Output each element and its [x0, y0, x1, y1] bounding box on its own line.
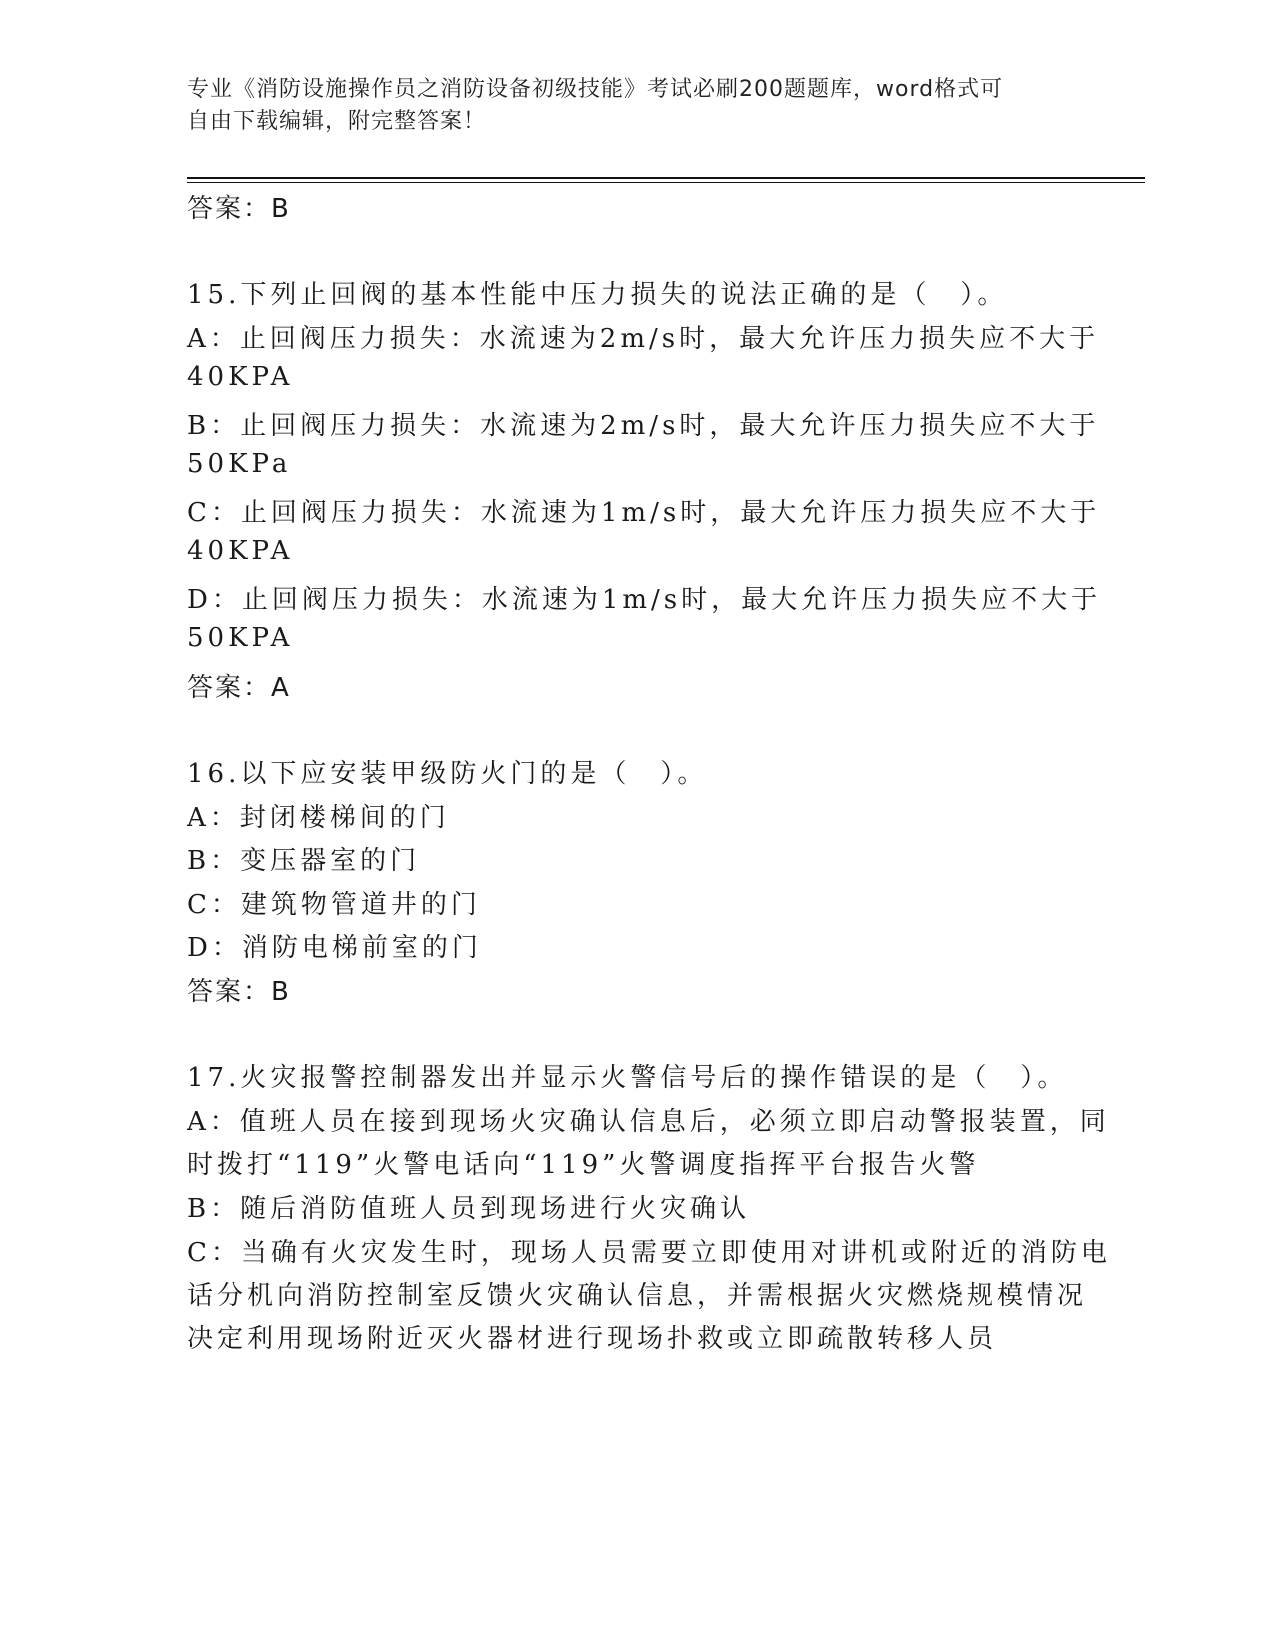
option-line: 50KPA: [187, 623, 294, 653]
option-line: C：建筑物管道井的门: [187, 890, 481, 920]
header-line-2: 自由下载编辑，附完整答案！: [187, 109, 487, 134]
header-line-1: 专业《消防设施操作员之消防设备初级技能》考试必刷200题题库，word格式可: [187, 77, 1004, 102]
option-line: 40KPA: [187, 536, 294, 566]
option-line: C：当确有火灾发生时，现场人员需要立即使用对讲机或附近的消防电: [187, 1238, 1111, 1268]
option-line: C：止回阀压力损失：水流速为1m/s时，最大允许压力损失应不大于: [187, 498, 1101, 528]
option-line: 时拨打“119”火警电话向“119”火警调度指挥平台报告火警: [187, 1150, 980, 1180]
option-line: B：止回阀压力损失：水流速为2m/s时，最大允许压力损失应不大于: [187, 411, 1100, 441]
option-line: A：封闭楼梯间的门: [187, 803, 450, 833]
answer-line: 答案：B: [187, 194, 291, 224]
option-line: A：止回阀压力损失：水流速为2m/s时，最大允许压力损失应不大于: [187, 324, 1100, 354]
question-stem: 17.火灾报警控制器发出并显示火警信号后的操作错误的是（ ）。: [187, 1063, 1068, 1093]
answer-line: 答案：A: [187, 673, 291, 703]
option-line: 话分机向消防控制室反馈火灾确认信息，并需根据火灾燃烧规模情况: [187, 1281, 1088, 1311]
document-header: [187, 74, 1067, 138]
header-divider-thick: [187, 177, 1145, 179]
option-line: A：值班人员在接到现场火灾确认信息后，必须立即启动警报装置，同: [187, 1107, 1110, 1137]
question-stem: 15.下列止回阀的基本性能中压力损失的说法正确的是（ ）。: [187, 280, 1008, 310]
header-divider-thin: [187, 182, 1145, 183]
option-line: D：消防电梯前室的门: [187, 933, 482, 963]
option-line: D：止回阀压力损失：水流速为1m/s时，最大允许压力损失应不大于: [187, 585, 1102, 615]
option-line: B：变压器室的门: [187, 846, 421, 876]
answer-line: 答案：B: [187, 977, 291, 1007]
option-line: 决定利用现场附近灭火器材进行现场扑救或立即疏散转移人员: [187, 1324, 998, 1354]
option-line: 40KPA: [187, 362, 294, 392]
question-stem: 16.以下应安装甲级防火门的是（ ）。: [187, 759, 708, 789]
option-line: 50KPa: [187, 449, 292, 479]
option-line: B：随后消防值班人员到现场进行火灾确认: [187, 1194, 751, 1224]
